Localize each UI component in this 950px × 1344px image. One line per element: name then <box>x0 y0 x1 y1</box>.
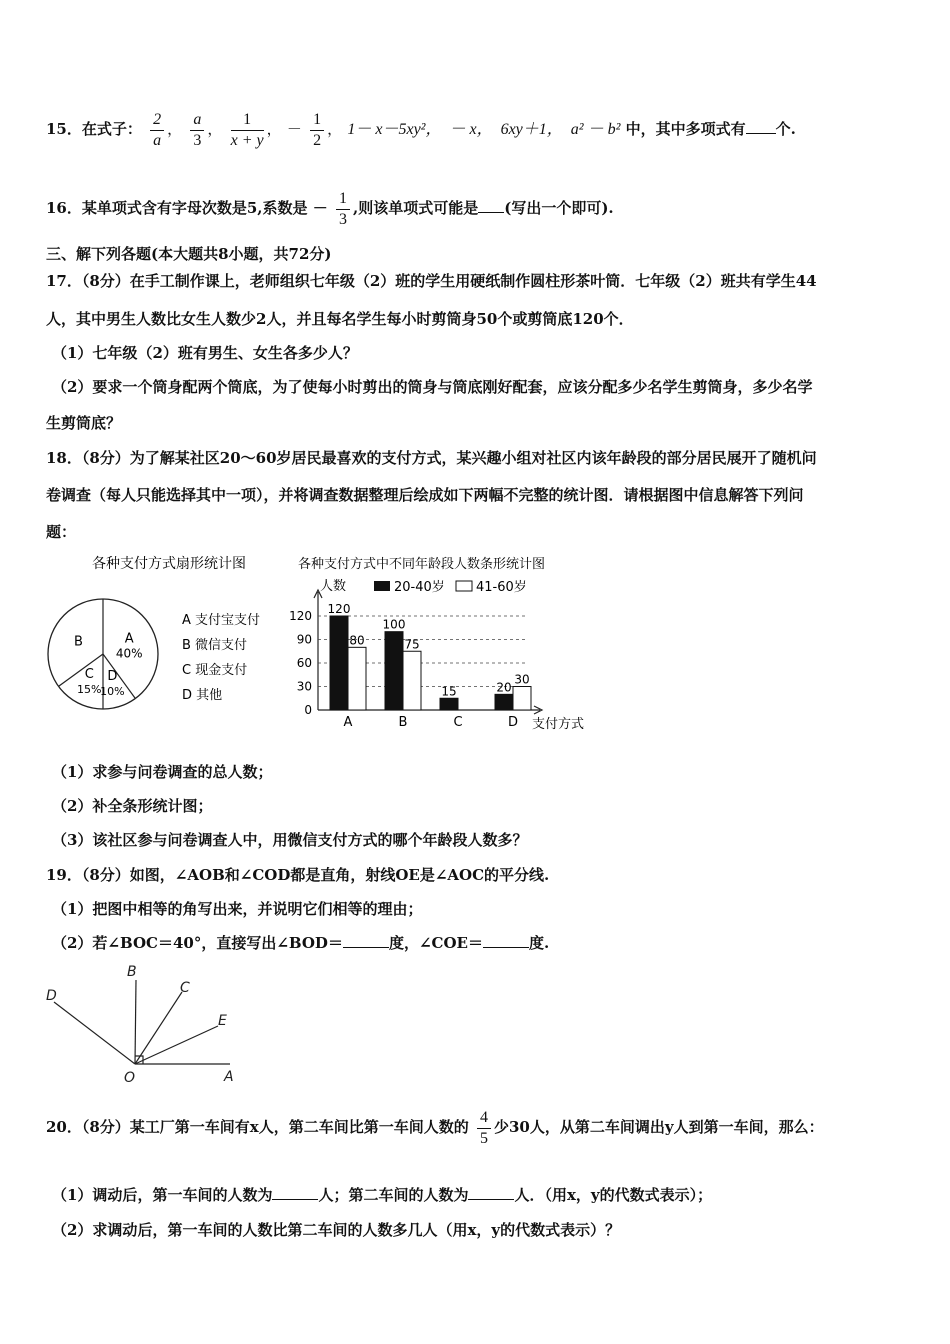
y-tick-label: 90 <box>296 632 312 647</box>
q19-sub-2c: 度. <box>528 934 550 952</box>
q20-sub-1 <box>52 1185 712 1205</box>
bar-a-20-40 <box>330 616 348 710</box>
q17-sub-2b: 生剪筒底？ <box>46 414 122 432</box>
q18-line-1: 18．（8分）为了解某社区20～60岁居民最喜欢的支付方式，某兴趣小组对社区内该年龄段的部分居民展开了随机问 <box>46 449 817 467</box>
pie-percent-d: 10% <box>100 684 125 698</box>
q15-tail: 中，其中多项式有 <box>625 120 746 138</box>
q15-end: 个. <box>775 120 796 138</box>
bar-b-41-60 <box>403 651 421 710</box>
q19-angle-figure <box>40 960 250 1090</box>
q15-number: 15．在式子： <box>46 120 142 138</box>
pie-title: 各种支付方式扇形统计图 <box>92 556 246 572</box>
bar-d-41-60 <box>513 687 531 711</box>
label-b: B <box>127 964 137 980</box>
pie-percent-c: 15% <box>77 682 102 696</box>
pie-legend-d: D 其他 <box>182 688 223 703</box>
pie-legend <box>182 612 260 703</box>
q19-bod-blank[interactable] <box>343 933 389 948</box>
q19-sub-2 <box>52 933 549 953</box>
bar-c-20-40 <box>440 698 458 710</box>
x-tick-label: C <box>453 715 463 730</box>
q20-text-a: 20．（8分）某工厂第一车间有x人，第二车间比第一车间人数的 <box>46 1118 469 1136</box>
q20-sub-1c: 人．（用x，y的代数式表示）； <box>514 1186 713 1204</box>
bar-value-label: 120 <box>327 602 351 616</box>
q18-line-3: 题： <box>46 523 77 541</box>
pie-legend-a: A 支付宝支付 <box>182 613 261 628</box>
x-tick-label: B <box>398 715 408 730</box>
q20-sub-1b: 人；第二车间的人数为 <box>318 1186 469 1204</box>
q15-answer-blank[interactable] <box>746 119 776 134</box>
pie-percent-a: 40% <box>115 646 143 661</box>
label-c: C <box>180 980 190 996</box>
bar-value-label: 75 <box>404 637 420 652</box>
q16-text-b: ,则该单项式可能是 <box>353 199 479 217</box>
q17-sub-2a: （2）要求一个筒身配两个筒底，为了使每小时剪出的筒身与筒底刚好配套，应该分配多少名学生剪筒身，多少名学 <box>52 378 813 396</box>
ray-od <box>54 1002 135 1064</box>
pie-label-d: D <box>107 668 118 684</box>
bar-d-20-40 <box>495 694 513 710</box>
label-a: A <box>224 1069 234 1085</box>
bar-value-label: 100 <box>382 617 406 632</box>
q16-text-a: 16．某单项式含有字母次数是5,系数是 － <box>46 199 328 217</box>
label-o: O <box>124 1070 136 1086</box>
pie-label-b: B <box>74 634 83 650</box>
label-d: D <box>46 988 57 1004</box>
bar-xlabel: 支付方式 <box>532 717 585 732</box>
bar-value-label: 15 <box>441 684 457 699</box>
q20-fraction: $\frac{4}{5}$ <box>477 1108 491 1149</box>
q17-line-2: 人，其中男生人数比女生人数少2人，并且每名学生每小时剪筒身50个或剪筒底120个． <box>46 310 634 328</box>
bar-ylabel: 人数 <box>320 579 347 594</box>
q16-answer-blank[interactable] <box>478 198 504 213</box>
q15-expr-1: $\frac{2}{a}$ <box>150 110 164 151</box>
bar-value-label: 30 <box>514 672 530 687</box>
pie-legend-c: C 现金支付 <box>182 663 248 678</box>
q15-expr-2: $\frac{a}{3}$ <box>190 110 204 151</box>
y-tick-label: 0 <box>304 703 312 717</box>
q19-line-1: 19．（8分）如图，∠AOB和∠COD都是直角，射线OE是∠AOC的平分线. <box>46 866 550 884</box>
q19-sub-1: （1）把图中相等的角写出来，并说明它们相等的理由； <box>52 900 423 918</box>
label-e: E <box>218 1013 227 1029</box>
section-3-heading: 三、解下列各题(本大题共8小题，共72分) <box>46 245 332 263</box>
pie-label-c: C <box>84 666 94 682</box>
q18-charts <box>40 548 620 748</box>
bar-value-label: 20 <box>496 680 512 695</box>
q18-sub-1: （1）求参与问卷调查的总人数； <box>52 763 273 781</box>
ray-ob <box>135 980 136 1064</box>
pie-label-a: A <box>124 631 134 647</box>
q17-sub-1: （1）七年级（2）班有男生、女生各多少人？ <box>52 344 358 362</box>
q18-line-2: 卷调查（每人只能选择其中一项），并将调查数据整理后绘成如下两幅不完整的统计图．请根据图中信息解答下列问 <box>46 486 804 504</box>
y-tick-label: 120 <box>289 609 312 623</box>
bar-value-label: 80 <box>349 633 365 648</box>
bar-a-41-60 <box>348 647 366 710</box>
q15-expr-3: $\frac{1}{x + y}$ <box>230 110 264 149</box>
q19-sub-2b: 度，∠COE＝ <box>388 934 483 952</box>
y-tick-label: 30 <box>296 679 312 694</box>
y-tick-label: 60 <box>296 656 312 670</box>
legend-swatch-41-60 <box>456 581 472 591</box>
q15-expr-4: $\frac{1}{2}$ <box>310 110 324 151</box>
x-tick-label: D <box>507 715 519 730</box>
q15-inline-terms: 1－ x－5xy²， － x， 6xy＋1， a² － b² <box>347 121 621 138</box>
q19-sub-2a: （2）若∠BOC＝40°，直接写出∠BOD＝ <box>52 934 343 952</box>
q18-sub-3: （3）该社区参与问卷调查人中，用微信支付方式的哪个年龄段人数多？ <box>52 831 528 849</box>
q16-fraction: $\frac{1}{3}$ <box>336 189 350 230</box>
legend-label-20-40: 20-40岁 <box>394 580 445 595</box>
question-16 <box>46 184 614 232</box>
q17-line-1: 17．（8分）在手工制作课上，老师组织七年级（2）班的学生用硬纸制作圆柱形茶叶筒．七年级（2）班共有学生44 <box>46 272 817 290</box>
q19-coe-blank[interactable] <box>483 933 529 948</box>
bar-title: 各种支付方式中不同年龄段人数条形统计图 <box>298 557 546 572</box>
q15-neg-sign: － <box>286 120 302 138</box>
q20-first-blank[interactable] <box>272 1185 318 1200</box>
q20-second-blank[interactable] <box>468 1185 514 1200</box>
q18-sub-2: （2）补全条形统计图； <box>52 797 213 815</box>
q20-sub-1a: （1）调动后，第一车间的人数为 <box>52 1186 273 1204</box>
q20-sub-2: （2）求调动后，第一车间的人数比第二车间的人数多几人（用x，y的代数式表示）？ <box>52 1221 621 1239</box>
bar-b-20-40 <box>385 632 403 710</box>
bar-chart <box>289 590 542 730</box>
q20-text-b: 少30人，从第二车间调出y人到第一车间，那么： <box>494 1118 824 1136</box>
question-20 <box>46 1102 824 1152</box>
legend-label-41-60: 41-60岁 <box>476 580 527 595</box>
pie-legend-b: B 微信支付 <box>182 638 248 653</box>
q16-text-c: (写出一个即可). <box>504 199 614 217</box>
question-15: 15．在式子： $\frac{2}{a}$ ， $\frac{a}{3}$ ， $\frac{1}{x + y}$ ， － $\frac{1}{2}$ ， 1－ x－5xy²， － x， 6xy＋1， a² － b² 中，其中多项式有 个. <box>46 110 796 149</box>
x-tick-label: A <box>343 715 353 730</box>
pie-chart <box>48 599 158 709</box>
legend-swatch-20-40 <box>374 581 390 591</box>
